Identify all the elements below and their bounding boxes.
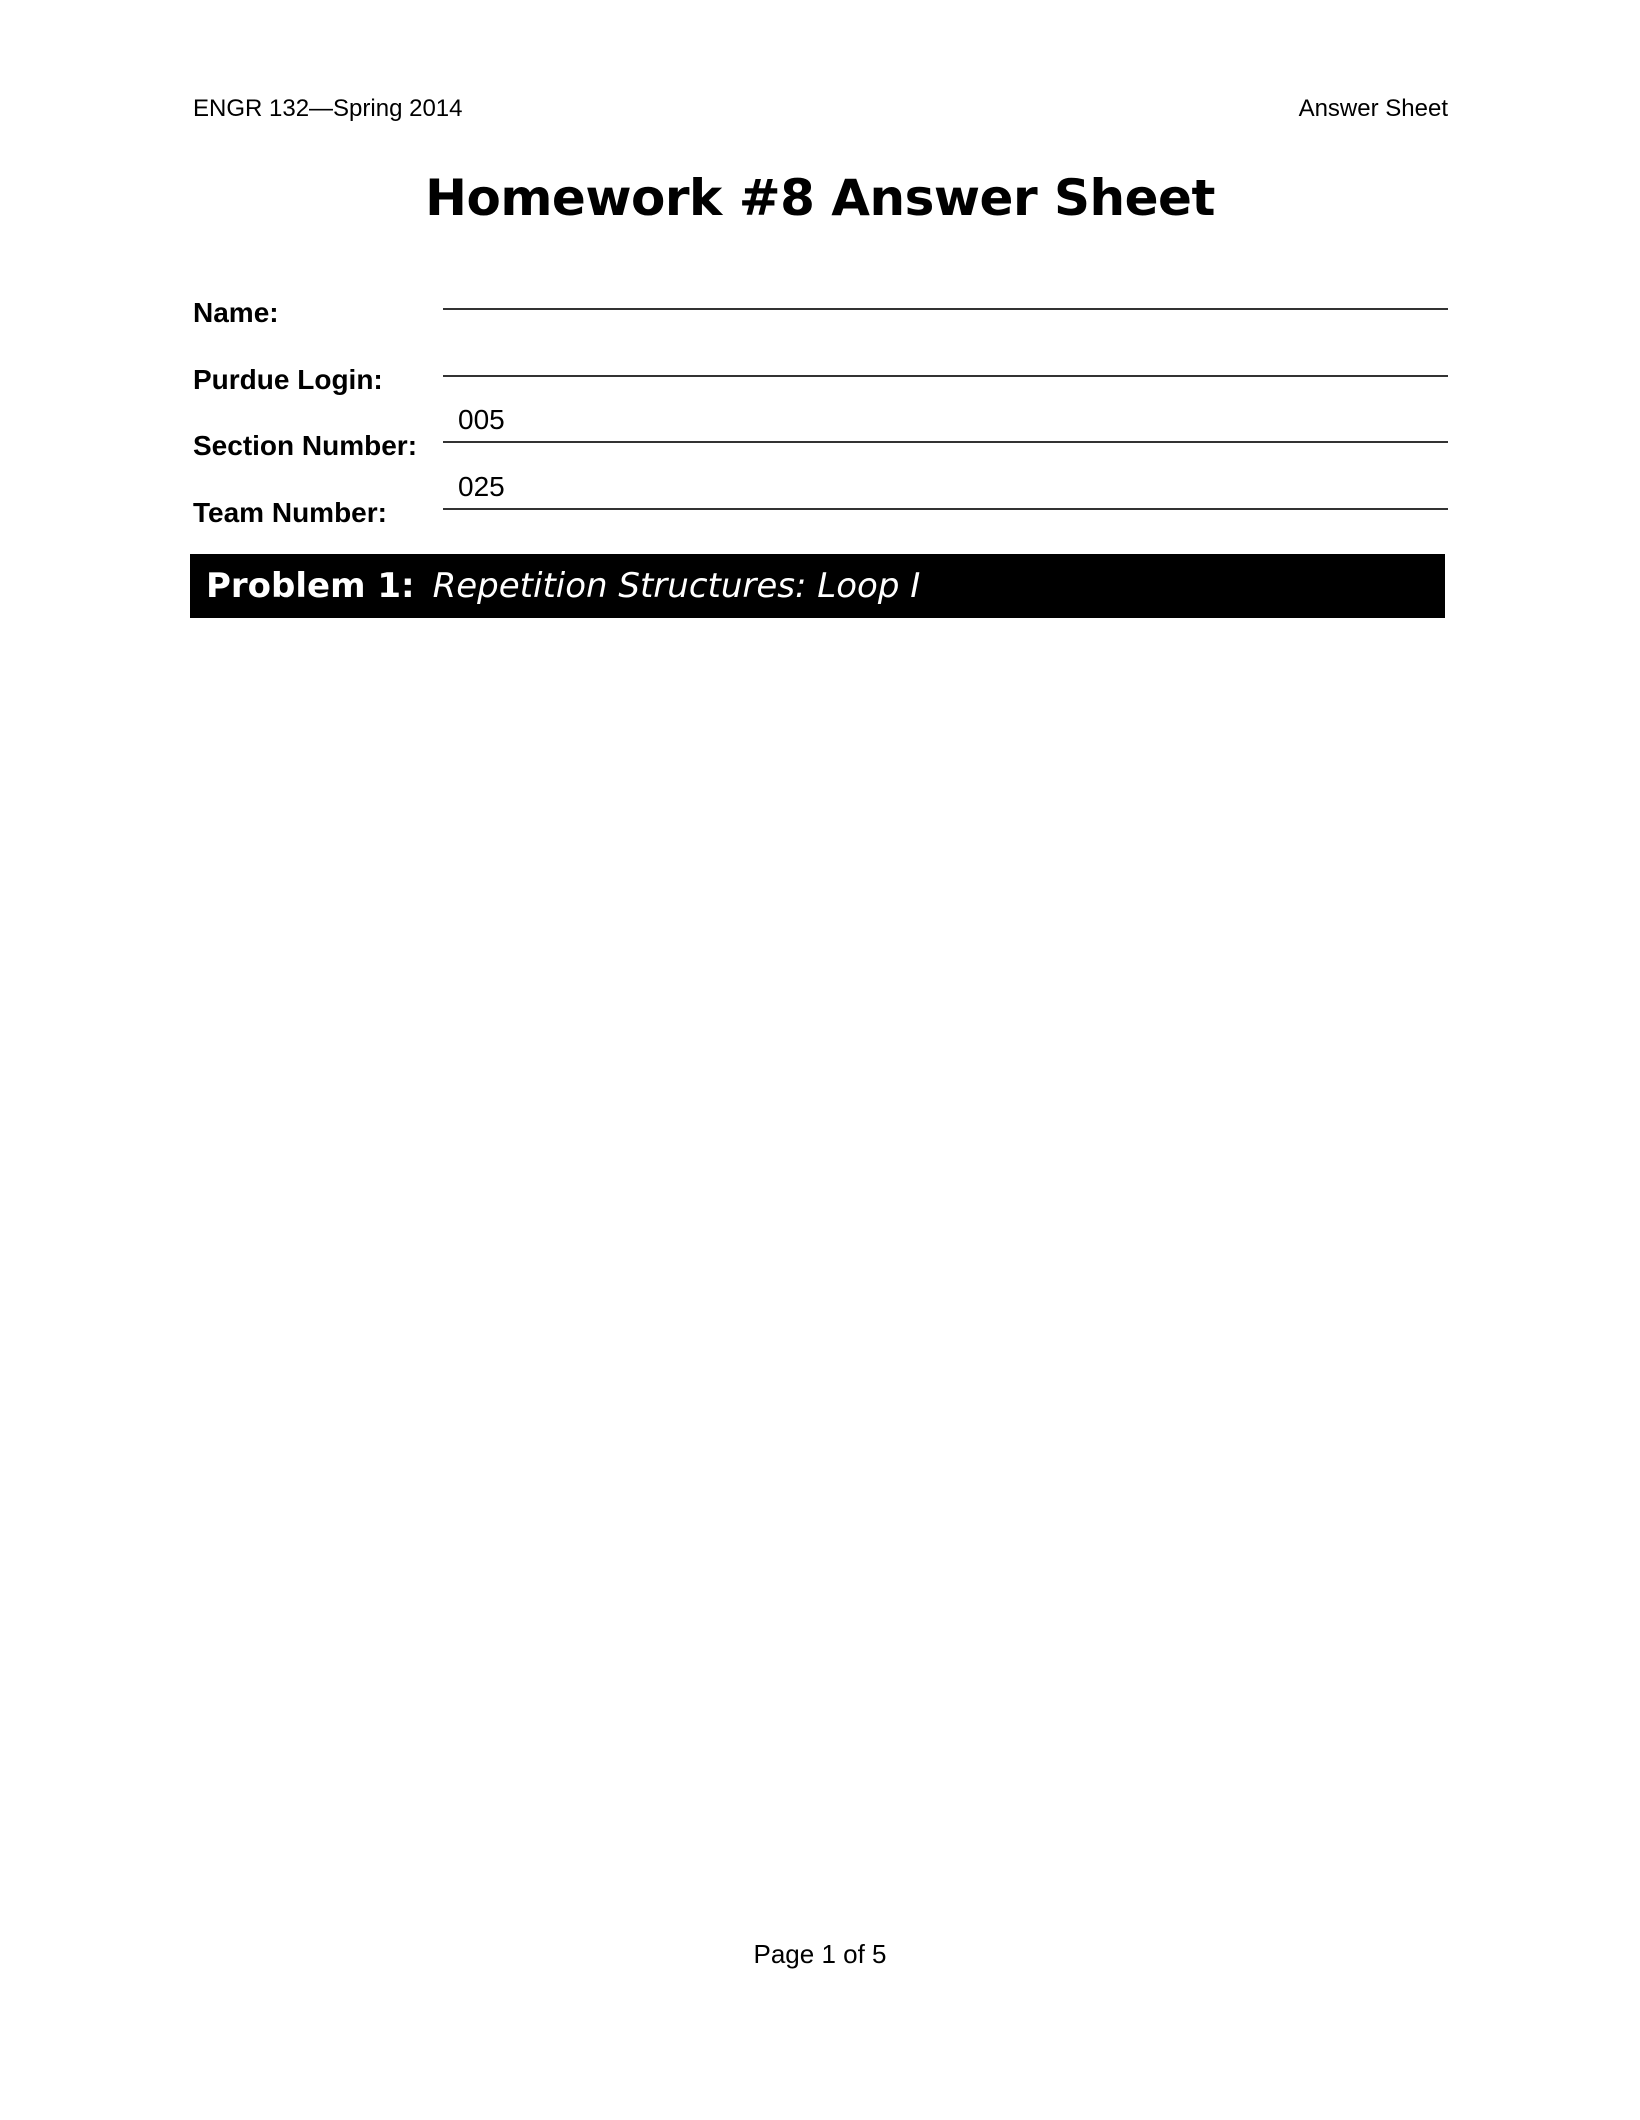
name-field-row bbox=[193, 264, 1448, 330]
section-field-row bbox=[193, 397, 1448, 463]
section-value: 005 bbox=[458, 404, 505, 435]
team-field-row bbox=[193, 464, 1448, 530]
team-value: 025 bbox=[458, 471, 505, 502]
section-label: Section Number: bbox=[193, 430, 418, 461]
page-number: Page 1 of 5 bbox=[753, 1939, 887, 1969]
page-title: Homework #8 Answer Sheet bbox=[425, 169, 1215, 227]
header-course: ENGR 132—Spring 2014 bbox=[193, 95, 463, 122]
problem-number: Problem 1: bbox=[206, 566, 415, 606]
problem-heading-bar bbox=[190, 554, 1445, 618]
login-field-row bbox=[193, 331, 1448, 397]
name-field-line[interactable] bbox=[443, 308, 1448, 310]
login-label: Purdue Login: bbox=[193, 364, 383, 395]
team-field-line[interactable] bbox=[443, 508, 1448, 510]
name-label: Name: bbox=[193, 297, 279, 328]
team-label: Team Number: bbox=[193, 497, 387, 528]
login-field-line[interactable] bbox=[443, 375, 1448, 377]
section-field-line[interactable] bbox=[443, 441, 1448, 443]
header-doc-type: Answer Sheet bbox=[1298, 95, 1448, 122]
problem-name: Repetition Structures: Loop I bbox=[432, 566, 921, 606]
